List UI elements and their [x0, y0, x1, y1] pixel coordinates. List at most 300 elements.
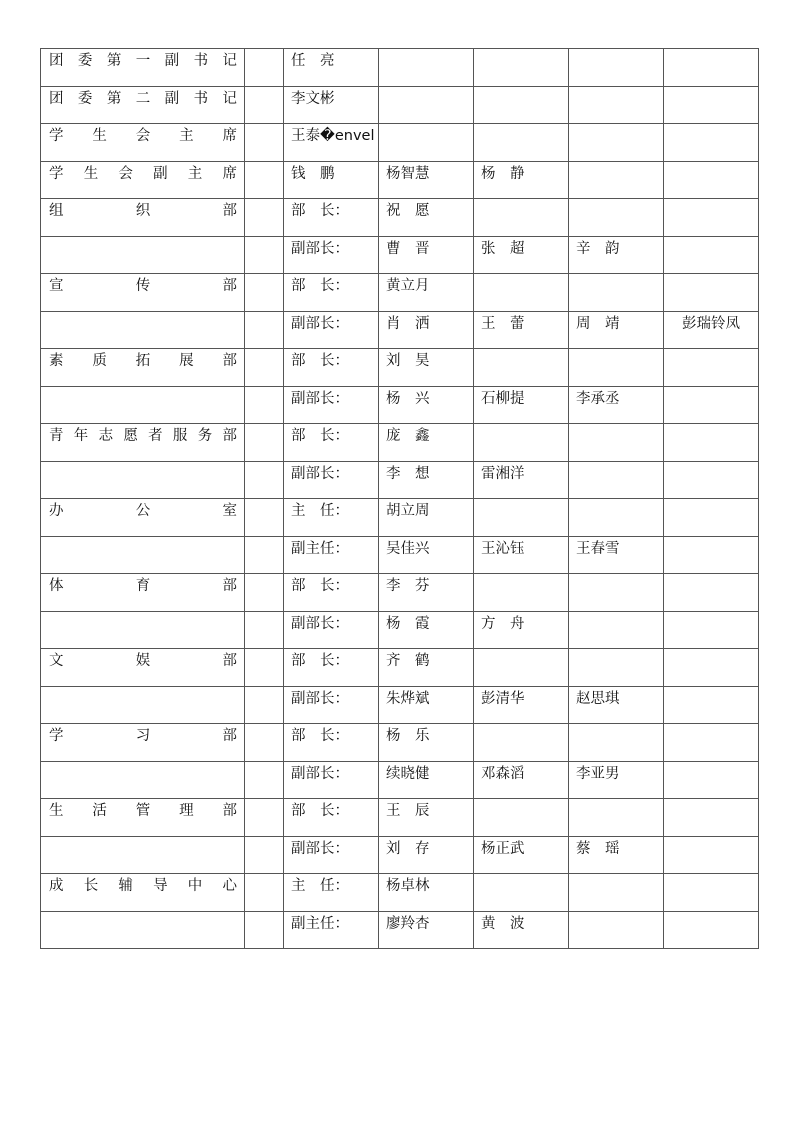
- name-cell: [664, 274, 759, 312]
- member-name: [664, 499, 758, 501]
- name-cell: [379, 311, 474, 349]
- name-cell: [474, 799, 569, 837]
- member-name: 彭瑞铃凤: [682, 315, 740, 332]
- name-cell: [569, 874, 664, 912]
- dept-cell: [41, 236, 245, 274]
- name-cell: [569, 724, 664, 762]
- dept-cell: [41, 874, 245, 912]
- table-row: [41, 874, 759, 912]
- name-cell: [379, 236, 474, 274]
- dept-cell: [41, 836, 245, 874]
- role-label: 部 长：: [291, 428, 349, 444]
- spacer-cell: [245, 611, 284, 649]
- name-cell: [569, 311, 664, 349]
- member-name: 王 蕾: [481, 315, 525, 332]
- name-cell: [474, 349, 569, 387]
- member-name: 赵思琪: [576, 690, 620, 707]
- role-label: 部 长：: [291, 278, 349, 294]
- role-cell: [284, 424, 379, 462]
- name-cell: [379, 724, 474, 762]
- name-cell: [379, 761, 474, 799]
- roster-body: [41, 49, 759, 949]
- member-name: [474, 424, 568, 426]
- name-cell: [379, 536, 474, 574]
- name-cell: [664, 386, 759, 424]
- member-name: [664, 687, 758, 689]
- member-name: [569, 424, 663, 426]
- member-name: [664, 649, 758, 651]
- dept-cell: [41, 911, 245, 949]
- name-cell: [569, 799, 664, 837]
- table-row: [41, 311, 759, 349]
- dept-label: 素质拓展部: [49, 353, 237, 369]
- name-cell: [664, 799, 759, 837]
- member-name: [569, 874, 663, 876]
- member-name: [474, 87, 568, 89]
- dept-cell: [41, 124, 245, 162]
- dept-cell: [41, 461, 245, 499]
- spacer-cell: [245, 161, 284, 199]
- role-label: 副部长：: [291, 240, 349, 257]
- member-name: 李亚男: [576, 765, 620, 782]
- role-label: 钱 鹏: [291, 165, 335, 182]
- role-label: 副部长：: [291, 690, 349, 707]
- name-cell: [379, 874, 474, 912]
- role-label: 李文彬: [291, 90, 335, 107]
- name-cell: [664, 461, 759, 499]
- role-cell: [284, 349, 379, 387]
- spacer-cell: [245, 236, 284, 274]
- role-cell: [284, 761, 379, 799]
- table-row: [41, 199, 759, 237]
- name-cell: [569, 911, 664, 949]
- member-name: [474, 574, 568, 576]
- name-cell: [379, 836, 474, 874]
- name-cell: [569, 649, 664, 687]
- member-name: [664, 237, 758, 239]
- name-cell: [379, 574, 474, 612]
- dept-cell: [41, 311, 245, 349]
- spacer-cell: [245, 86, 284, 124]
- name-cell: [664, 911, 759, 949]
- member-name: 彭清华: [481, 690, 525, 707]
- member-name: [569, 124, 663, 126]
- member-name: [569, 649, 663, 651]
- name-cell: [474, 386, 569, 424]
- dept-label: [41, 237, 244, 239]
- member-name: [664, 349, 758, 351]
- name-cell: [664, 124, 759, 162]
- member-name: 蔡 瑶: [576, 840, 620, 857]
- member-name: [569, 87, 663, 89]
- dept-cell: [41, 161, 245, 199]
- table-row: [41, 236, 759, 274]
- member-name: 张 超: [481, 240, 525, 257]
- dept-cell: [41, 86, 245, 124]
- name-cell: [379, 611, 474, 649]
- name-cell: [664, 161, 759, 199]
- role-label: 部 长：: [291, 203, 349, 219]
- role-label: 部 长：: [291, 578, 349, 594]
- spacer-cell: [245, 49, 284, 87]
- dept-cell: [41, 611, 245, 649]
- member-name: 祝 愿: [386, 203, 430, 219]
- member-name: 杨 兴: [386, 390, 430, 407]
- table-row: [41, 461, 759, 499]
- name-cell: [569, 611, 664, 649]
- role-label: 副部长：: [291, 765, 349, 782]
- table-row: [41, 799, 759, 837]
- member-name: 齐 鹤: [386, 653, 430, 669]
- role-cell: [284, 611, 379, 649]
- member-name: [664, 724, 758, 726]
- member-name: [379, 124, 473, 126]
- dept-label: [41, 387, 244, 389]
- member-name: 杨卓林: [386, 878, 430, 894]
- name-cell: [664, 574, 759, 612]
- member-name: [664, 274, 758, 276]
- member-name: [569, 612, 663, 614]
- spacer-cell: [245, 574, 284, 612]
- dept-label: 团委第二副书记: [49, 90, 237, 107]
- role-cell: [284, 911, 379, 949]
- name-cell: [379, 86, 474, 124]
- name-cell: [474, 161, 569, 199]
- member-name: 雷湘洋: [481, 465, 525, 482]
- role-cell: [284, 124, 379, 162]
- member-name: [569, 199, 663, 201]
- name-cell: [569, 761, 664, 799]
- name-cell: [474, 536, 569, 574]
- member-name: [474, 799, 568, 801]
- dept-label: [41, 687, 244, 689]
- name-cell: [379, 424, 474, 462]
- role-cell: [284, 536, 379, 574]
- name-cell: [664, 761, 759, 799]
- member-name: [664, 912, 758, 914]
- dept-label: [41, 837, 244, 839]
- name-cell: [474, 574, 569, 612]
- dept-label: 组织部: [49, 203, 237, 219]
- name-cell: [569, 161, 664, 199]
- name-cell: [664, 686, 759, 724]
- member-name: 杨 静: [481, 165, 525, 182]
- member-name: 朱烨斌: [386, 690, 430, 707]
- spacer-cell: [245, 536, 284, 574]
- role-label: 主 任：: [291, 503, 349, 519]
- member-name: 杨智慧: [386, 165, 430, 182]
- dept-cell: [41, 536, 245, 574]
- member-name: [474, 49, 568, 51]
- dept-label: 宣传部: [49, 278, 237, 294]
- role-label: 任 亮: [291, 53, 335, 69]
- dept-cell: [41, 724, 245, 762]
- dept-cell: [41, 799, 245, 837]
- dept-cell: [41, 199, 245, 237]
- member-name: 刘 存: [386, 840, 430, 857]
- spacer-cell: [245, 874, 284, 912]
- dept-cell: [41, 499, 245, 537]
- role-cell: [284, 724, 379, 762]
- name-cell: [664, 536, 759, 574]
- member-name: 李承丞: [576, 390, 620, 407]
- name-cell: [569, 124, 664, 162]
- role-label: 部 长：: [291, 353, 349, 369]
- dept-label: [41, 612, 244, 614]
- member-name: 李 想: [386, 465, 430, 482]
- member-name: [569, 499, 663, 501]
- dept-label: 团委第一副书记: [49, 53, 237, 69]
- member-name: 杨正武: [481, 840, 525, 857]
- name-cell: [474, 686, 569, 724]
- member-name: [569, 799, 663, 801]
- member-name: [569, 162, 663, 164]
- name-cell: [379, 799, 474, 837]
- role-label: 副部长：: [291, 315, 349, 332]
- spacer-cell: [245, 649, 284, 687]
- spacer-cell: [245, 686, 284, 724]
- spacer-cell: [245, 461, 284, 499]
- role-cell: [284, 386, 379, 424]
- name-cell: [664, 724, 759, 762]
- member-name: 黄 波: [481, 915, 525, 932]
- table-row: [41, 349, 759, 387]
- role-label: 副部长：: [291, 840, 349, 857]
- dept-cell: [41, 649, 245, 687]
- name-cell: [379, 349, 474, 387]
- member-name: [664, 799, 758, 801]
- member-name: [379, 87, 473, 89]
- name-cell: [569, 49, 664, 87]
- member-name: [664, 537, 758, 539]
- name-cell: [664, 424, 759, 462]
- name-cell: [474, 874, 569, 912]
- table-row: [41, 161, 759, 199]
- member-name: 辛 韵: [576, 240, 620, 257]
- member-name: 刘 昊: [386, 353, 430, 369]
- role-cell: [284, 574, 379, 612]
- name-cell: [474, 124, 569, 162]
- member-name: [474, 124, 568, 126]
- name-cell: [569, 686, 664, 724]
- name-cell: [379, 161, 474, 199]
- name-cell: [569, 574, 664, 612]
- name-cell: [664, 611, 759, 649]
- member-name: [664, 424, 758, 426]
- name-cell: [379, 274, 474, 312]
- role-cell: [284, 199, 379, 237]
- member-name: 王沁钰: [481, 540, 525, 557]
- name-cell: [569, 536, 664, 574]
- name-cell: [664, 836, 759, 874]
- member-name: [474, 649, 568, 651]
- dept-cell: [41, 349, 245, 387]
- name-cell: [664, 349, 759, 387]
- name-cell: [379, 461, 474, 499]
- name-cell: [664, 499, 759, 537]
- name-cell: [379, 649, 474, 687]
- name-cell: [664, 874, 759, 912]
- member-name: [664, 874, 758, 876]
- dept-label: 学习部: [49, 728, 237, 744]
- table-row: [41, 86, 759, 124]
- member-name: 方 舟: [481, 615, 525, 632]
- role-label: 部 长：: [291, 803, 349, 819]
- role-label: 副部长：: [291, 615, 349, 632]
- name-cell: [474, 199, 569, 237]
- spacer-cell: [245, 424, 284, 462]
- role-label: 部 长：: [291, 728, 349, 744]
- member-name: 王春雪: [576, 540, 620, 557]
- spacer-cell: [245, 199, 284, 237]
- name-cell: [474, 911, 569, 949]
- name-cell: [569, 349, 664, 387]
- dept-cell: [41, 386, 245, 424]
- table-row: [41, 424, 759, 462]
- role-cell: [284, 86, 379, 124]
- spacer-cell: [245, 761, 284, 799]
- spacer-cell: [245, 124, 284, 162]
- member-name: 廖羚杏: [386, 915, 430, 932]
- dept-label: 青年志愿者服务部: [49, 428, 237, 444]
- member-name: [664, 837, 758, 839]
- name-cell: [474, 274, 569, 312]
- role-label: 副部长：: [291, 390, 349, 407]
- member-name: 吴佳兴: [386, 540, 430, 557]
- role-cell: [284, 836, 379, 874]
- name-cell: [569, 386, 664, 424]
- member-name: 石柳提: [481, 390, 525, 407]
- name-cell: [474, 461, 569, 499]
- table-row: [41, 911, 759, 949]
- dept-label: 学生会副主席: [49, 165, 237, 182]
- member-name: 周 靖: [576, 315, 620, 332]
- member-name: 续晓健: [386, 765, 430, 782]
- dept-cell: [41, 424, 245, 462]
- dept-label: [41, 912, 244, 914]
- role-cell: [284, 461, 379, 499]
- name-cell: [474, 236, 569, 274]
- roster-table: [40, 48, 759, 949]
- dept-label: 办公室: [49, 503, 237, 519]
- member-name: [664, 199, 758, 201]
- name-cell: [569, 274, 664, 312]
- table-row: [41, 124, 759, 162]
- name-cell: [569, 199, 664, 237]
- name-cell: [664, 311, 759, 349]
- dept-label: [41, 537, 244, 539]
- role-cell: [284, 499, 379, 537]
- member-name: [474, 499, 568, 501]
- role-label: 副主任：: [291, 540, 349, 557]
- dept-label: 体育部: [49, 578, 237, 594]
- member-name: [664, 462, 758, 464]
- name-cell: [474, 836, 569, 874]
- name-cell: [569, 836, 664, 874]
- dept-label: 学生会主席: [49, 128, 237, 144]
- name-cell: [664, 236, 759, 274]
- name-cell: [474, 611, 569, 649]
- dept-label: [41, 462, 244, 464]
- member-name: [379, 49, 473, 51]
- name-cell: [474, 499, 569, 537]
- member-name: [569, 274, 663, 276]
- spacer-cell: [245, 724, 284, 762]
- role-label: 副主任：: [291, 915, 349, 932]
- member-name: [664, 49, 758, 51]
- name-cell: [569, 424, 664, 462]
- dept-label: 文娱部: [49, 653, 237, 669]
- spacer-cell: [245, 311, 284, 349]
- dept-label: 成长辅导中心: [49, 878, 237, 894]
- role-cell: [284, 274, 379, 312]
- spacer-cell: [245, 386, 284, 424]
- name-cell: [474, 724, 569, 762]
- table-row: [41, 386, 759, 424]
- member-name: [474, 274, 568, 276]
- table-row: [41, 611, 759, 649]
- role-cell: [284, 649, 379, 687]
- name-cell: [379, 124, 474, 162]
- table-row: [41, 274, 759, 312]
- name-cell: [664, 649, 759, 687]
- name-cell: [379, 199, 474, 237]
- role-cell: [284, 161, 379, 199]
- member-name: [664, 612, 758, 614]
- table-row: [41, 649, 759, 687]
- role-label: 副部长：: [291, 465, 349, 482]
- spacer-cell: [245, 499, 284, 537]
- member-name: [664, 87, 758, 89]
- name-cell: [379, 686, 474, 724]
- member-name: [474, 874, 568, 876]
- spacer-cell: [245, 836, 284, 874]
- name-cell: [474, 86, 569, 124]
- member-name: 肖 洒: [386, 315, 430, 332]
- member-name: 黄立月: [386, 278, 430, 294]
- member-name: [569, 49, 663, 51]
- name-cell: [379, 499, 474, 537]
- role-label: 王泰�envel: [291, 128, 375, 144]
- member-name: 王 辰: [386, 803, 430, 819]
- role-label: 主 任：: [291, 878, 349, 894]
- role-cell: [284, 236, 379, 274]
- spacer-cell: [245, 274, 284, 312]
- name-cell: [569, 236, 664, 274]
- table-row: [41, 836, 759, 874]
- name-cell: [569, 86, 664, 124]
- name-cell: [569, 499, 664, 537]
- spacer-cell: [245, 799, 284, 837]
- name-cell: [474, 311, 569, 349]
- name-cell: [379, 386, 474, 424]
- role-cell: [284, 874, 379, 912]
- name-cell: [474, 649, 569, 687]
- name-cell: [474, 49, 569, 87]
- member-name: [569, 349, 663, 351]
- name-cell: [474, 761, 569, 799]
- name-cell: [474, 424, 569, 462]
- member-name: [664, 762, 758, 764]
- spacer-cell: [245, 911, 284, 949]
- dept-cell: [41, 274, 245, 312]
- member-name: 李 芬: [386, 578, 430, 594]
- dept-label: 生活管理部: [49, 803, 237, 819]
- table-row: [41, 49, 759, 87]
- member-name: 曹 晋: [386, 240, 430, 257]
- table-row: [41, 499, 759, 537]
- member-name: [569, 574, 663, 576]
